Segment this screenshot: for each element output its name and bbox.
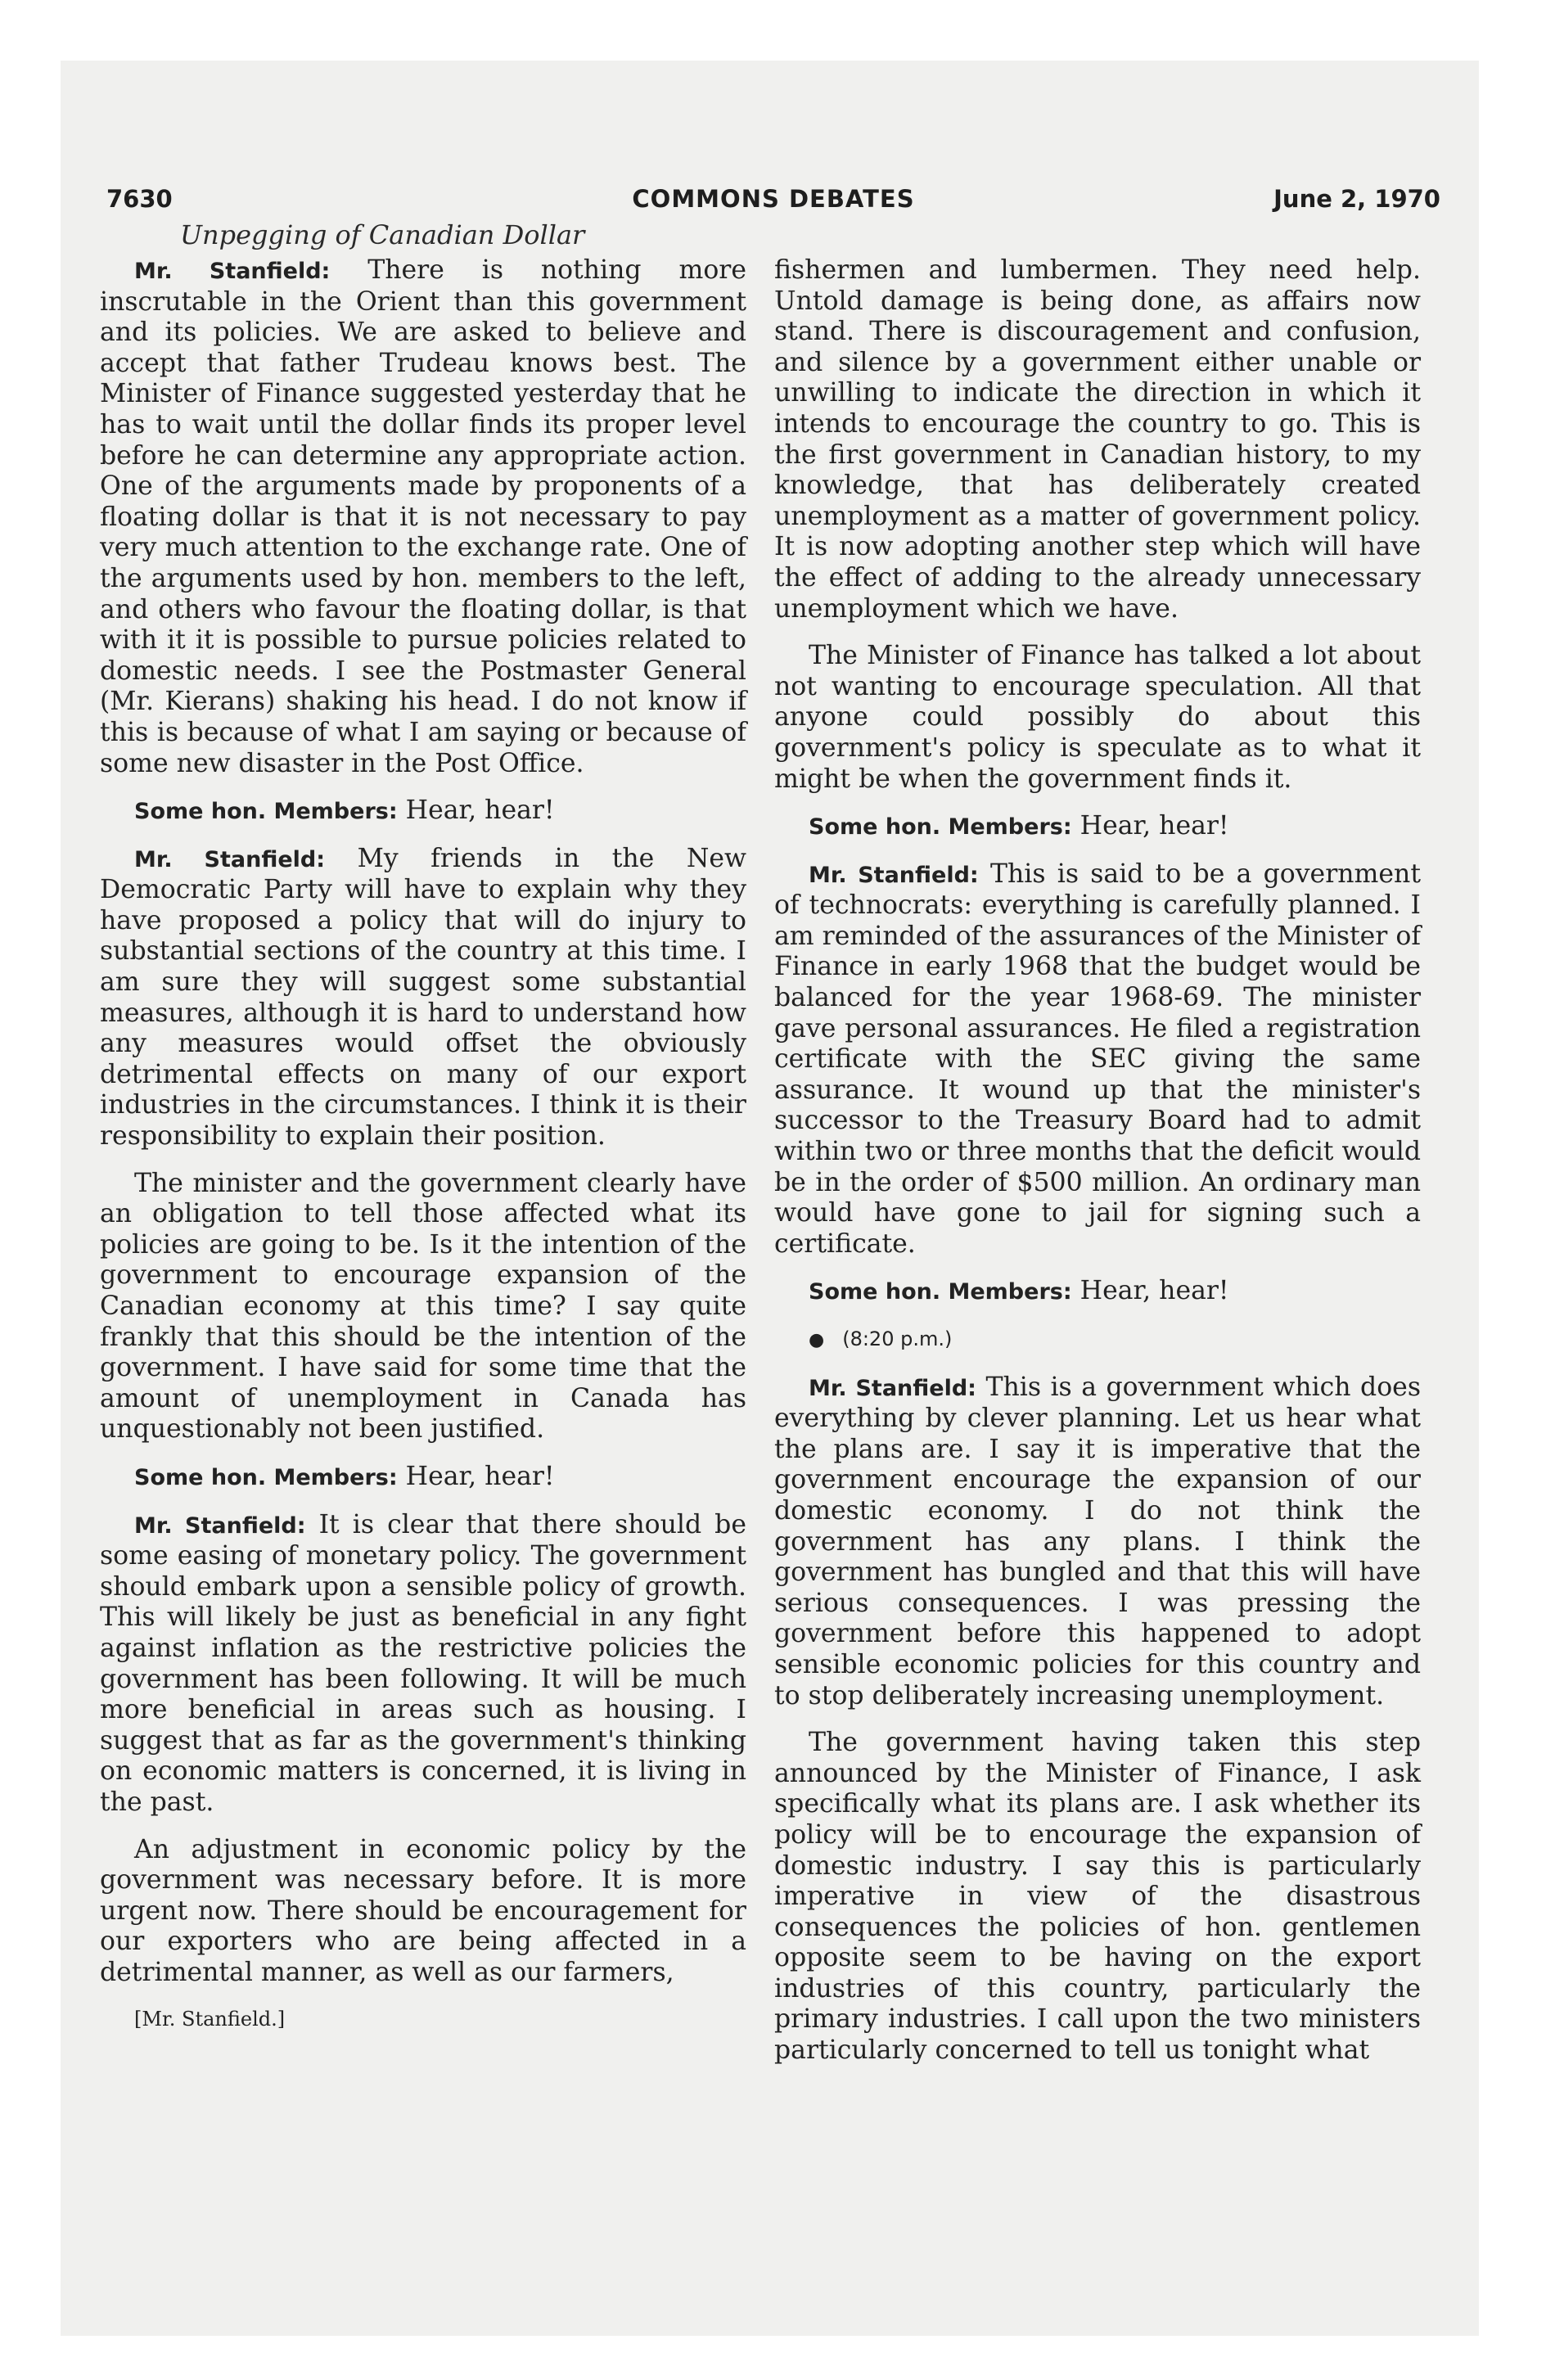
- speaker-label: Mr. Stanfield:: [134, 846, 326, 872]
- speech-paragraph: [100, 1510, 746, 1819]
- speaker-label: Mr. Stanfield:: [809, 1375, 976, 1401]
- speech-text: My friends in the New Democratic Party will have to explain why they have proposed a policy that will do injury to substantial sections of the country at this time. I am sure they will suggest some substantial measures, although it is hard to understand how any measures would offset the obviously detrimental effects on many of our export industries in the circumstances. I think it is their responsibility to explain their position.: [100, 843, 746, 1152]
- speech-paragraph: [774, 859, 1421, 1260]
- speaker-label: Some hon. Members:: [134, 1464, 398, 1490]
- interjection: [100, 796, 746, 827]
- speech-paragraph: An adjustment in economic policy by the government was necessary before. It is more urgent now. There should be encouragement for our exporters who are being affected in a detrimental manner, as well as our farmers,: [100, 1834, 746, 1987]
- interjection-text: Hear, hear!: [397, 1461, 555, 1491]
- interjection-text: Hear, hear!: [1071, 1276, 1229, 1306]
- publication-title: COMMONS DEBATES: [632, 185, 915, 213]
- speech-paragraph: [100, 844, 746, 1152]
- interjection-text: Hear, hear!: [397, 796, 555, 826]
- interjection: [100, 1462, 746, 1494]
- speaker-label: Mr. Stanfield:: [809, 862, 979, 888]
- speech-paragraph: [774, 1373, 1421, 1712]
- speaker-label: Mr. Stanfield:: [134, 259, 331, 284]
- speaker-label: Mr. Stanfield:: [134, 1512, 306, 1539]
- page-header: [106, 185, 1440, 221]
- right-column: [774, 255, 1421, 2083]
- publication-date: June 2, 1970: [1273, 185, 1440, 213]
- time-marker: [774, 1324, 1421, 1356]
- speech-paragraph: fishermen and lumbermen. They need help. Untold damage is being done, as affairs now stand. There is discouragement and confusion, and silence by a government either unable or unwilling to indicate the direction in which it intends to encourage the country to go. This is the first government in Canadian history, to my knowledge, that has deliberately created unemployment as a matter of government policy. It is now adopting another step which will have the effect of adding to the already unnecessary unemployment which we have.: [774, 255, 1421, 624]
- speech-paragraph: The government having taken this step announced by the Minister of Finance, I ask specifically what its plans are. I ask whether its policy will be to encourage the expansion of domestic industry. I say this is particularly imperative in view of the disastrous consequences the policies of hon. gentlemen opposite seem to be having on the export industries of this country, particularly the primary industries. I call upon the two ministers particularly concerned to tell us tonight what: [774, 1728, 1421, 2066]
- speaker-footer: [Mr. Stanfield.]: [134, 2008, 286, 2031]
- speech-text: This is a government which does everything by clever planning. Let us hear what the plans are. I say it is imperative that the government encourage the expansion of our domestic economy. I do not think the government has any plans. I think the government has bungled and that this will have serious consequences. I was pressing the government before this happened to adopt sensible economic policies for this country and to stop deliberately increasing unemployment.: [774, 1372, 1421, 1711]
- speaker-label: Some hon. Members:: [809, 814, 1072, 841]
- bullet-icon: ●: [809, 1330, 825, 1350]
- section-subtitle: Unpegging of Canadian Dollar: [180, 219, 585, 250]
- page-number: 7630: [106, 185, 173, 213]
- left-column: [100, 255, 746, 2052]
- interjection: [774, 811, 1421, 843]
- interjection: [774, 1276, 1421, 1308]
- speech-paragraph: The minister and the government clearly have an obligation to tell those affected what its policies are going to be. Is it the intention of the government to encourage expansion of the Canadian economy at this time? I say quite frankly that this should be the intention of the government. I have said for some time that the amount of unemployment in Canada has unquestionably not been justified.: [100, 1168, 746, 1445]
- interjection-text: Hear, hear!: [1071, 811, 1229, 841]
- speech-paragraph: [100, 255, 746, 779]
- speech-text: This is said to be a government of technocrats: everything is carefully planned. I am reminded of the assurances of the Minister of Finance in early 1968 that the budget would be balanced for the year 1968-69. The minister gave personal assurances. He filed a registration certificate with the SEC giving the same assurance. It wound up that the minister's successor to the Treasury Board had to admit within two or three months that the deficit would be in the order of $500 million. An ordinary man would have gone to jail for signing such a certificate.: [774, 859, 1421, 1259]
- speech-text: There is nothing more inscrutable in the Orient than this government and its policies. We are asked to believe and accept that father Trudeau knows best. The Minister of Finance suggested yesterday that he has to wait until the dollar finds its proper level before he can determine any appropriate action. One of the arguments made by proponents of a floating dollar is that it is not necessary to pay very much attention to the exchange rate. One of the arguments used by hon. members to the left, and others who favour the floating dollar, is that with it it is possible to pursue policies related to domestic needs. I see the Postmaster General (Mr. Kierans) shaking his head. I do not know if this is because of what I am saying or because of some new disaster in the Post Office.: [100, 255, 746, 778]
- speaker-label: Some hon. Members:: [809, 1279, 1072, 1305]
- speech-text: It is clear that there should be some easing of monetary policy. The government should embark upon a sensible policy of growth. This will likely be just as beneficial in any fight against inflation as the restrictive policies the government has been following. It will be much more beneficial in areas such as housing. I suggest that as far as the government's thinking on economic matters is concerned, it is living in the past.: [100, 1509, 746, 1817]
- time-marker-text: (8:20 p.m.): [842, 1327, 953, 1350]
- speaker-label: Some hon. Members:: [134, 799, 398, 825]
- speech-paragraph: The Minister of Finance has talked a lot about not wanting to encourage speculation. All that anyone could possibly do about this government's policy is speculate as to what it might be when the government finds it.: [774, 641, 1421, 794]
